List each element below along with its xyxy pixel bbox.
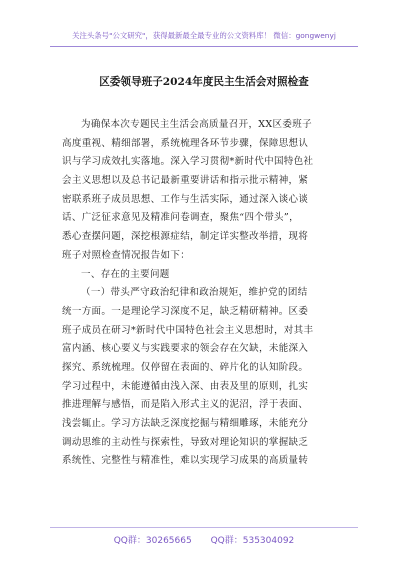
footer-qq-group-2: QQ群：535304092 [210, 536, 295, 546]
body-line: 探究、系统梳理。仅停留在表面的、碎片化的认知阶段。 [62, 361, 309, 373]
document-body [62, 116, 347, 471]
body-line: （一）带头严守政治纪律和政治规矩，维护党的团结 [81, 287, 308, 299]
body-line: 班子对照检查情况报告如下： [62, 249, 191, 261]
footer-qq-group-1: QQ群：30265665 [113, 536, 192, 546]
body-line: 系统性、完整性与精准性，难以实现学习成果的高质量转 [62, 455, 309, 467]
body-line: 学习过程中，未能遵循由浅入深、由表及里的原则，扎实 [62, 380, 309, 392]
section-heading: 一、存在的主要问题 [81, 268, 170, 280]
body-line: 推进理解与感悟，而是陷入形式主义的泥沼，浮于表面、 [62, 399, 309, 411]
body-line: 富内涵、核心要义与实践要求的领会存在欠缺，未能深入 [62, 343, 309, 355]
body-line: 调动思维的主动性与探索性，导致对理论知识的掌握缺乏 [62, 436, 309, 448]
body-line: 浅尝辄止。学习方法缺乏深度挖掘与精细雕琢，未能充分 [62, 418, 309, 429]
header-banner: 关注头条号"公文研究"，获得最新最全最专业的公文资料库！ 微信：gongwenyj [72, 31, 336, 40]
body-line: 密联系班子成员思想、工作与生活实际，通过深入谈心谈 [62, 193, 309, 205]
body-line: 为确保本次专题民主生活会高质量召开，XX区委班子 [81, 119, 312, 130]
footer-divider [50, 527, 358, 528]
body-line: 统一方面。一是理论学习深度不足，缺乏精研精神。区委 [62, 305, 309, 317]
body-line: 悉心查摆问题，深挖根源症结，制定详实整改举措，现将 [62, 231, 309, 243]
body-line: 班子成员在研习*新时代中国特色社会主义思想时，对其丰 [62, 324, 314, 336]
body-line: 高度重视、精细部署，系统梳理各环节步骤，保障思想认 [62, 137, 309, 149]
header-divider [50, 46, 358, 47]
body-line: 识与学习成效扎实落地。深入学习贯彻*新时代中国特色社 [62, 156, 314, 168]
footer-contact [0, 533, 408, 546]
body-line: 会主义思想以及总书记最新重要讲话和指示批示精神，紧 [62, 175, 309, 187]
body-line: 话、广泛征求意见及精准问卷调查，聚焦“四个带头”， [62, 212, 299, 224]
document-title: 区委领导班子2024年度民主生活会对照检查 [99, 76, 309, 88]
